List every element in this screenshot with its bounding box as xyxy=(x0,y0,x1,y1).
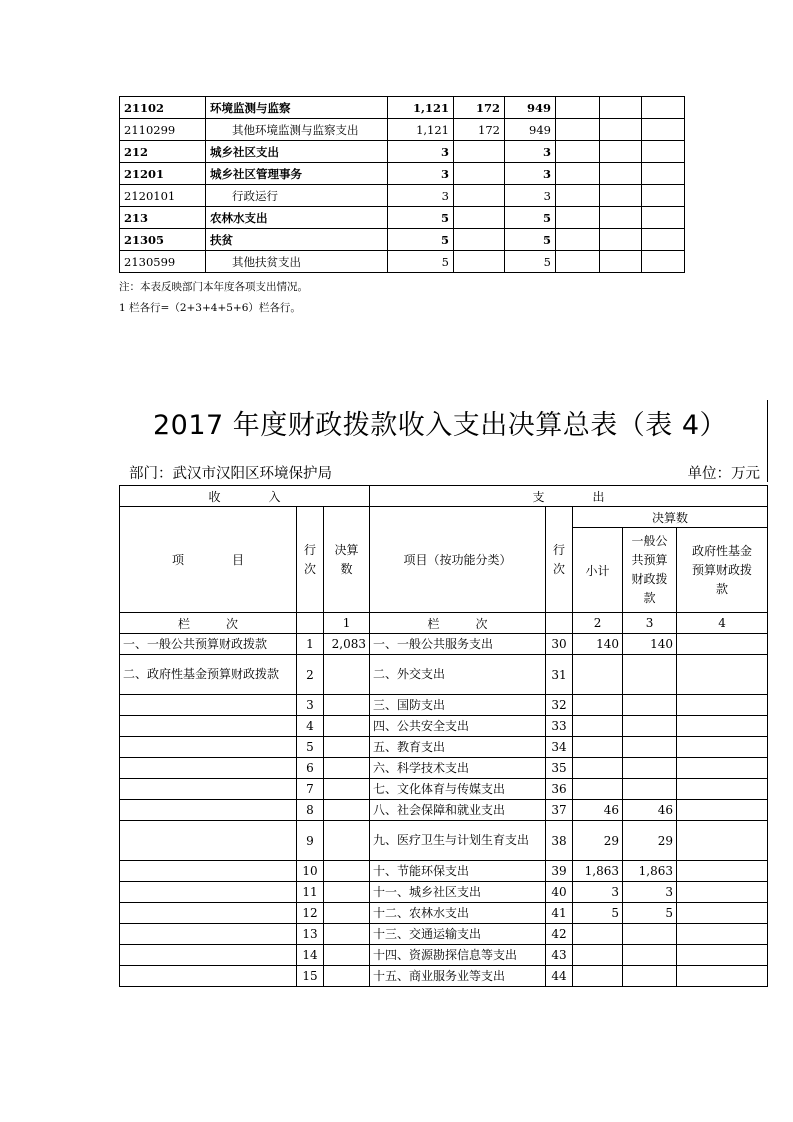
fund-budget-value xyxy=(677,655,768,695)
row-no-header-2: 行次 xyxy=(546,507,573,613)
basic-expense-value: 172 xyxy=(454,97,505,119)
fund-budget-value xyxy=(677,945,768,966)
expense-row-no: 38 xyxy=(546,821,573,861)
income-row-no: 2 xyxy=(297,655,324,695)
income-row-no: 14 xyxy=(297,945,324,966)
account-code: 21102 xyxy=(120,97,206,119)
expense-row-no: 34 xyxy=(546,737,573,758)
subtotal-value xyxy=(573,945,623,966)
expense-row-no: 40 xyxy=(546,882,573,903)
empty-cell xyxy=(600,163,642,185)
lanci-left: 栏 次 xyxy=(120,613,297,634)
project-expense-value: 3 xyxy=(505,163,556,185)
table-row xyxy=(120,716,768,737)
expense-item: 十、节能环保支出 xyxy=(370,861,546,882)
fund-budget-value xyxy=(677,800,768,821)
fund-budget-value xyxy=(677,903,768,924)
total-value: 3 xyxy=(388,185,454,207)
expense-item: 五、教育支出 xyxy=(370,737,546,758)
general-budget-value: 3 xyxy=(623,882,677,903)
expenditure-detail-table xyxy=(119,96,685,273)
basic-expense-value xyxy=(454,251,505,273)
empty-cell xyxy=(600,119,642,141)
account-name: 城乡社区管理事务 xyxy=(206,163,388,185)
empty-cell xyxy=(600,97,642,119)
col-index-1: 1 xyxy=(324,613,370,634)
fund-budget-value xyxy=(677,821,768,861)
subtotal-header: 小计 xyxy=(573,528,623,613)
subtotal-value xyxy=(573,695,623,716)
account-name: 城乡社区支出 xyxy=(206,141,388,163)
table-row xyxy=(120,966,768,987)
general-budget-value xyxy=(623,695,677,716)
expense-row-no: 31 xyxy=(546,655,573,695)
account-name: 扶贫 xyxy=(206,229,388,251)
basic-expense-value xyxy=(454,185,505,207)
project-expense-value: 5 xyxy=(505,251,556,273)
empty-cell xyxy=(556,163,600,185)
account-name: 农林水支出 xyxy=(206,207,388,229)
expense-row-no: 43 xyxy=(546,945,573,966)
income-row-no: 9 xyxy=(297,821,324,861)
empty-cell xyxy=(556,119,600,141)
table-row xyxy=(120,119,685,141)
account-name: 其他扶贫支出 xyxy=(206,251,388,273)
col-index-4: 4 xyxy=(677,613,768,634)
subtotal-value xyxy=(573,655,623,695)
expense-row-no: 44 xyxy=(546,966,573,987)
subtotal-value: 1,863 xyxy=(573,861,623,882)
account-code: 21305 xyxy=(120,229,206,251)
general-budget-value: 140 xyxy=(623,634,677,655)
general-budget-header: 一般公共预算财政拨款 xyxy=(623,528,677,613)
income-row-no: 5 xyxy=(297,737,324,758)
expense-row-no: 39 xyxy=(546,861,573,882)
total-value: 1,121 xyxy=(388,97,454,119)
empty-cell xyxy=(642,97,685,119)
general-budget-value xyxy=(623,945,677,966)
page-edge-line xyxy=(767,400,768,482)
income-amount xyxy=(324,695,370,716)
account-name: 行政运行 xyxy=(206,185,388,207)
col-index-2: 2 xyxy=(573,613,623,634)
project-expense-value: 949 xyxy=(505,119,556,141)
general-budget-value: 1,863 xyxy=(623,861,677,882)
general-budget-value xyxy=(623,779,677,800)
general-budget-value xyxy=(623,758,677,779)
col-index-3: 3 xyxy=(623,613,677,634)
expense-item: 十五、商业服务业等支出 xyxy=(370,966,546,987)
total-value: 5 xyxy=(388,207,454,229)
income-row-no: 15 xyxy=(297,966,324,987)
account-code: 2120101 xyxy=(120,185,206,207)
subtotal-value xyxy=(573,737,623,758)
income-item xyxy=(120,861,297,882)
empty-cell xyxy=(642,119,685,141)
table4-title: 2017 年度财政拨款收入支出决算总表（表 4） xyxy=(152,410,728,441)
income-row-no: 7 xyxy=(297,779,324,800)
fiscal-summary-table xyxy=(119,485,768,987)
table-row xyxy=(120,634,768,655)
income-amount xyxy=(324,882,370,903)
table-row xyxy=(120,97,685,119)
total-value: 3 xyxy=(388,163,454,185)
income-item xyxy=(120,716,297,737)
account-name: 环境监测与监察 xyxy=(206,97,388,119)
expense-item: 三、国防支出 xyxy=(370,695,546,716)
table-row xyxy=(120,655,768,695)
table-row xyxy=(120,861,768,882)
project-expense-value: 3 xyxy=(505,141,556,163)
fund-budget-value xyxy=(677,966,768,987)
income-item xyxy=(120,737,297,758)
expense-item: 十一、城乡社区支出 xyxy=(370,882,546,903)
table-row xyxy=(120,737,768,758)
expense-item: 七、文化体育与传媒支出 xyxy=(370,779,546,800)
income-item: 一、一般公共预算财政拨款 xyxy=(120,634,297,655)
fund-budget-value xyxy=(677,737,768,758)
subtotal-value: 46 xyxy=(573,800,623,821)
table-row xyxy=(120,924,768,945)
account-code: 212 xyxy=(120,141,206,163)
subtotal-value xyxy=(573,758,623,779)
fund-budget-value xyxy=(677,882,768,903)
note-line-1: 注：本表反映部门本年度各项支出情况。 xyxy=(119,281,308,293)
empty-cell xyxy=(642,229,685,251)
expense-item: 十四、资源勘探信息等支出 xyxy=(370,945,546,966)
subtotal-value: 5 xyxy=(573,903,623,924)
income-row-no: 12 xyxy=(297,903,324,924)
income-item: 二、政府性基金预算财政拨款 xyxy=(120,655,297,695)
income-amount xyxy=(324,966,370,987)
income-row-no: 4 xyxy=(297,716,324,737)
expense-header: 支 出 xyxy=(370,486,768,507)
expense-row-no: 30 xyxy=(546,634,573,655)
empty-cell xyxy=(600,141,642,163)
fund-budget-value xyxy=(677,861,768,882)
income-amount xyxy=(324,655,370,695)
income-header: 收 入 xyxy=(120,486,370,507)
fund-budget-value xyxy=(677,695,768,716)
income-amount xyxy=(324,821,370,861)
total-value: 3 xyxy=(388,141,454,163)
expense-row-no: 41 xyxy=(546,903,573,924)
income-amount xyxy=(324,945,370,966)
table-row xyxy=(120,800,768,821)
empty-cell xyxy=(556,97,600,119)
lanci-right: 栏 次 xyxy=(370,613,546,634)
settlement-header: 决算数 xyxy=(573,507,768,528)
header-row-1 xyxy=(120,486,768,507)
basic-expense-value xyxy=(454,207,505,229)
account-code: 2110299 xyxy=(120,119,206,141)
income-row-no: 8 xyxy=(297,800,324,821)
income-amount xyxy=(324,924,370,945)
general-budget-value: 46 xyxy=(623,800,677,821)
basic-expense-value xyxy=(454,229,505,251)
func-item-header: 项目（按功能分类） xyxy=(370,507,546,613)
income-row-no: 1 xyxy=(297,634,324,655)
subtotal-value: 3 xyxy=(573,882,623,903)
expense-item: 六、科学技术支出 xyxy=(370,758,546,779)
table-row xyxy=(120,779,768,800)
empty-cell xyxy=(556,251,600,273)
basic-expense-value xyxy=(454,141,505,163)
account-code: 213 xyxy=(120,207,206,229)
expense-item: 四、公共安全支出 xyxy=(370,716,546,737)
fund-budget-value xyxy=(677,779,768,800)
general-budget-value xyxy=(623,655,677,695)
subtotal-value xyxy=(573,779,623,800)
table-row xyxy=(120,695,768,716)
expense-item: 九、医疗卫生与计划生育支出 xyxy=(370,821,546,861)
subtotal-value xyxy=(573,924,623,945)
subtotal-value xyxy=(573,966,623,987)
fund-budget-value xyxy=(677,634,768,655)
project-expense-value: 5 xyxy=(505,229,556,251)
table-row xyxy=(120,945,768,966)
project-expense-value: 3 xyxy=(505,185,556,207)
empty-cell xyxy=(642,251,685,273)
income-amount xyxy=(324,800,370,821)
account-code: 21201 xyxy=(120,163,206,185)
table-row xyxy=(120,163,685,185)
expense-row-no: 36 xyxy=(546,779,573,800)
expense-row-no: 32 xyxy=(546,695,573,716)
income-row-no: 6 xyxy=(297,758,324,779)
income-amount xyxy=(324,758,370,779)
empty-cell xyxy=(642,141,685,163)
income-item xyxy=(120,800,297,821)
income-row-no: 11 xyxy=(297,882,324,903)
row-no-header: 行次 xyxy=(297,507,324,613)
total-value: 1,121 xyxy=(388,119,454,141)
income-row-no: 10 xyxy=(297,861,324,882)
income-item xyxy=(120,924,297,945)
fund-budget-header: 政府性基金预算财政拨款 xyxy=(677,528,768,613)
account-name: 其他环境监测与监察支出 xyxy=(206,119,388,141)
general-budget-value xyxy=(623,966,677,987)
item-header: 项 目 xyxy=(120,507,297,613)
column-index-row xyxy=(120,613,768,634)
income-item xyxy=(120,882,297,903)
income-row-no: 3 xyxy=(297,695,324,716)
header-row-2 xyxy=(120,507,768,528)
total-value: 5 xyxy=(388,229,454,251)
income-item xyxy=(120,758,297,779)
subtotal-value: 29 xyxy=(573,821,623,861)
empty-cell xyxy=(642,185,685,207)
income-amount xyxy=(324,779,370,800)
general-budget-value: 29 xyxy=(623,821,677,861)
income-item xyxy=(120,903,297,924)
project-expense-value: 949 xyxy=(505,97,556,119)
empty-cell xyxy=(600,185,642,207)
table-row xyxy=(120,903,768,924)
income-item xyxy=(120,966,297,987)
empty-cell xyxy=(556,207,600,229)
table-row xyxy=(120,141,685,163)
expense-item: 一、一般公共服务支出 xyxy=(370,634,546,655)
fund-budget-value xyxy=(677,758,768,779)
income-amount xyxy=(324,861,370,882)
general-budget-value xyxy=(623,716,677,737)
subtotal-value xyxy=(573,716,623,737)
income-amount xyxy=(324,716,370,737)
expense-row-no: 35 xyxy=(546,758,573,779)
general-budget-value xyxy=(623,737,677,758)
total-value: 5 xyxy=(388,251,454,273)
income-amount xyxy=(324,903,370,924)
expense-row-no: 33 xyxy=(546,716,573,737)
amount-header: 决算数 xyxy=(324,507,370,613)
project-expense-value: 5 xyxy=(505,207,556,229)
income-amount xyxy=(324,737,370,758)
note-line-2: 1 栏各行=（2+3+4+5+6）栏各行。 xyxy=(119,302,301,314)
empty-cell xyxy=(600,229,642,251)
empty-cell xyxy=(556,185,600,207)
basic-expense-value xyxy=(454,163,505,185)
income-item xyxy=(120,695,297,716)
income-item xyxy=(120,779,297,800)
empty-cell xyxy=(642,163,685,185)
empty-cell xyxy=(556,141,600,163)
table-row xyxy=(120,821,768,861)
table-row xyxy=(120,251,685,273)
expense-item: 二、外交支出 xyxy=(370,655,546,695)
general-budget-value xyxy=(623,924,677,945)
fund-budget-value xyxy=(677,716,768,737)
income-row-no: 13 xyxy=(297,924,324,945)
income-item xyxy=(120,821,297,861)
income-item xyxy=(120,945,297,966)
subtotal-value: 140 xyxy=(573,634,623,655)
table-row xyxy=(120,185,685,207)
income-amount: 2,083 xyxy=(324,634,370,655)
account-code: 2130599 xyxy=(120,251,206,273)
empty-cell xyxy=(600,207,642,229)
empty-cell xyxy=(642,207,685,229)
department-label: 部门：武汉市汉阳区环境保护局 xyxy=(129,466,332,482)
empty-cell xyxy=(556,229,600,251)
fund-budget-value xyxy=(677,924,768,945)
expense-row-no: 42 xyxy=(546,924,573,945)
basic-expense-value: 172 xyxy=(454,119,505,141)
general-budget-value: 5 xyxy=(623,903,677,924)
table-row xyxy=(120,758,768,779)
expense-row-no: 37 xyxy=(546,800,573,821)
table-row xyxy=(120,229,685,251)
expense-item: 八、社会保障和就业支出 xyxy=(370,800,546,821)
unit-label: 单位：万元 xyxy=(687,466,760,482)
expense-item: 十三、交通运输支出 xyxy=(370,924,546,945)
expense-item: 十二、农林水支出 xyxy=(370,903,546,924)
table-row xyxy=(120,207,685,229)
empty-cell xyxy=(600,251,642,273)
table-row xyxy=(120,882,768,903)
